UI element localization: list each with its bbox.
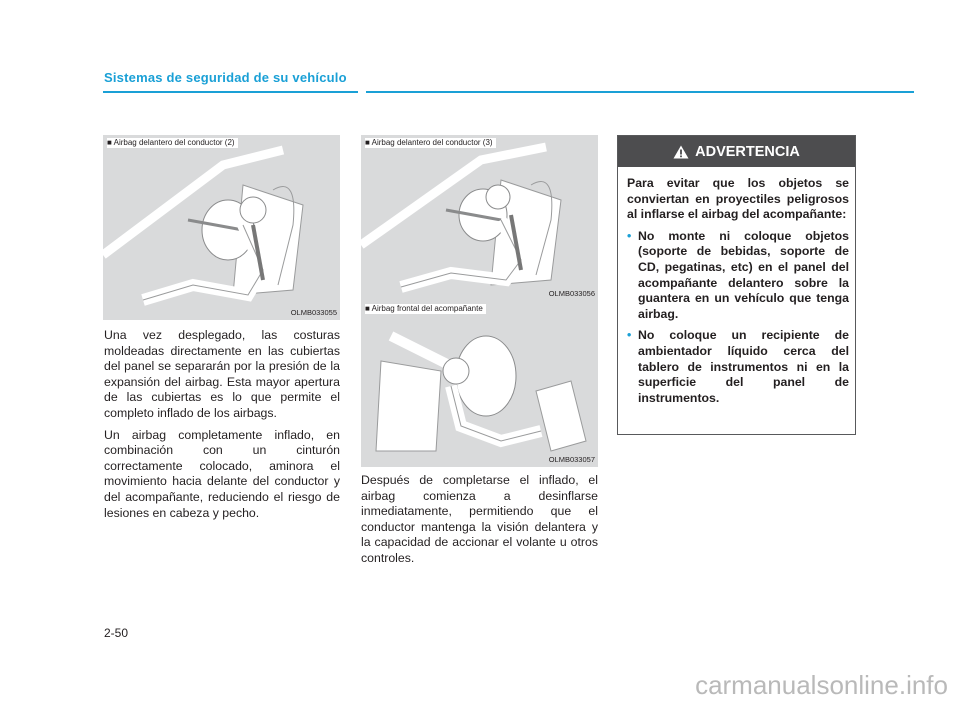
left-column-text (104, 328, 340, 527)
figure-caption: ■ Airbag delantero del conductor (3) (365, 138, 496, 148)
warning-box (617, 135, 856, 435)
warning-body (627, 176, 849, 412)
airbag-illustration-driver-2 (103, 135, 340, 320)
warning-item-text: No coloque un recipiente de ambientador líquido cerca del tablero de instrumentos ni en la superficie del panel de instrumentos. (638, 328, 849, 405)
warning-title: ADVERTENCIA (695, 143, 800, 160)
figure-code: OLMB033056 (548, 289, 595, 298)
warning-intro: Para evitar que los objetos se conviertan en proyectiles peligrosos al inflarse el airbag del acompañante: (627, 176, 849, 222)
page-number: 2-50 (104, 626, 129, 640)
warning-item (627, 229, 849, 323)
bullet-icon: • (627, 228, 632, 243)
figure-passenger-airbag (361, 301, 598, 467)
section-title: Sistemas de seguridad de su vehículo (104, 70, 347, 85)
warning-item-text: No monte ni coloque objetos (soporte de bebidas, soporte de CD, pegatinas, etc) en el panel del acompañante delantero sobre la guantera en un vehículo que tenga airbag. (638, 228, 849, 321)
paragraph: Un airbag completamente inflado, en combinación con un cinturón correctamente colocado, aminora el movimiento hacia delante del conductor y del acompañante, reduciendo el riesgo de lesiones en cabeza y pecho. (104, 427, 340, 520)
figure-driver-airbag-2 (103, 135, 340, 320)
watermark: carmanualsonline.info (695, 670, 948, 700)
header-rule-gap (358, 89, 366, 95)
header-rule (103, 91, 914, 93)
warning-header (618, 136, 855, 167)
bullet-icon: • (627, 328, 632, 343)
warning-item (627, 328, 849, 406)
paragraph: Después de completarse el inflado, el airbag comienza a desinflarse inmediatamente, permitiendo que el conductor mantenga la visión delantera y la capacidad de accionar el volante u otros controles. (361, 473, 598, 565)
figure-code: OLMB033055 (290, 308, 337, 317)
airbag-illustration-passenger (361, 301, 598, 467)
figure-caption: ■ Airbag frontal del acompañante (365, 304, 486, 314)
middle-column-text (361, 473, 598, 573)
warning-triangle-icon (673, 145, 689, 159)
figure-code: OLMB033057 (548, 455, 595, 464)
warning-list (627, 229, 849, 407)
airbag-illustration-driver-3 (361, 135, 598, 301)
paragraph: Una vez desplegado, las costuras moldeadas directamente en las cubiertas del panel se separarán por la presión de la expansión del airbag. Esta mayor apertura de las cubiertas es lo que permite el completo inflado de los airbags. (104, 328, 340, 420)
figure-driver-airbag-3 (361, 135, 598, 301)
figure-caption: ■ Airbag delantero del conductor (2) (107, 138, 238, 148)
